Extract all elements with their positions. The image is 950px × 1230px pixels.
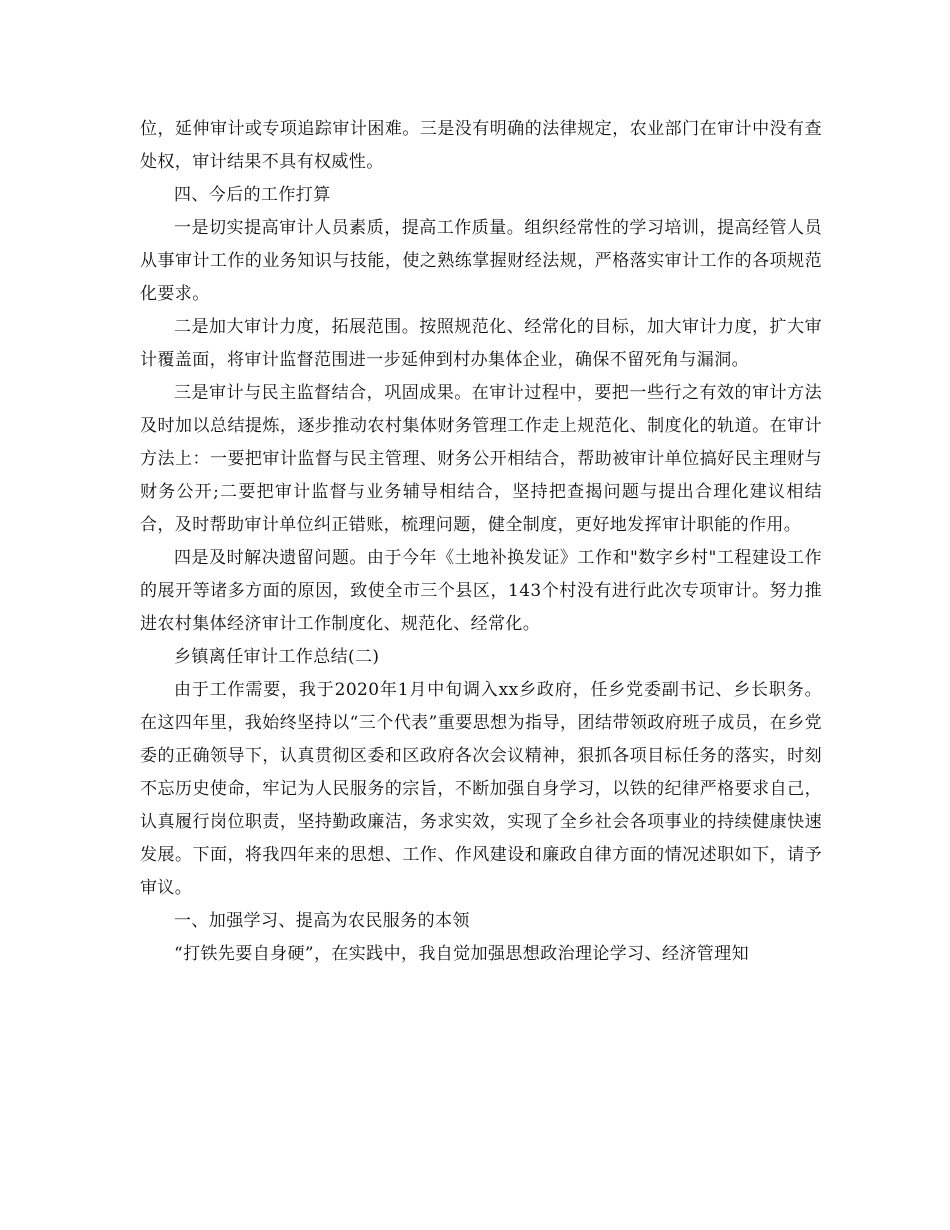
paragraph-legacy-issues: 四是及时解决遗留问题。由于今年《土地补换发证》工作和"数字乡村"工程建设工作的展开等诸多方面的原因，致使全市三个县区，143个村没有进行此次专项审计。努力推进农村集体经济审计工作制度化、规范化、经常化。 bbox=[140, 548, 822, 634]
paragraph-self-discipline: “打铁先要自身硬”，在实践中，我自觉加强思想政治理论学习、经济管理知 bbox=[174, 944, 749, 964]
paragraph-improve-staff-quality: 一是切实提高审计人员素质，提高工作质量。组织经常性的学习培训，提高经管人员从事审计工作的业务知识与技能，使之熟练掌握财经法规，严格落实审计工作的各项规范化要求。 bbox=[140, 218, 822, 304]
paragraph-democratic-supervision: 三是审计与民主监督结合，巩固成果。在审计过程中，要把一些行之有效的审计方法及时加以总结提炼，逐步推动农村集体财务管理工作走上规范化、制度化的轨道。在审计方法上：一要把审计监督与民主管理、财务公开相结合，帮助被审计单位搞好民主理财与财务公开;二要把审计监督与业务辅导相结合，坚持把查揭问题与提出合理化建议相结合，及时帮助审计单位纠正错账，梳理问题，健全制度，更好地发挥审计职能的作用。 bbox=[140, 383, 822, 535]
paragraph-expand-audit-scope: 二是加大审计力度，拓展范围。按照规范化、经常化的目标，加大审计力度，扩大审计覆盖面，将审计监督范围进一步延伸到村办集体企业，确保不留死角与漏洞。 bbox=[140, 317, 822, 370]
section-heading-future-plans: 四、今后的工作打算 bbox=[174, 185, 331, 205]
paragraph-work-report-intro: 由于工作需要，我于2020年1月中旬调入xx乡政府，任乡党委副书记、乡长职务。在这四年里，我始终坚持以“三个代表”重要思想为指导，团结带领政府班子成员，在乡党委的正确领导下，认真贯彻区委和区政府各次会议精神，狠抓各项目标任务的落实，时刻不忘历史使命，牢记为人民服务的宗旨，不断加强自身学习，以铁的纪律严格要求自己，认真履行岗位职责，坚持勤政廉洁，务求实效，实现了全乡社会各项事业的持续健康快速发展。下面，将我四年来的思想、工作、作风建设和廉政自律方面的情况述职如下，请予审议。 bbox=[140, 680, 822, 898]
paragraph-audit-difficulties: 位，延伸审计或专项追踪审计困难。三是没有明确的法律规定，农业部门在审计中没有查处权，审计结果不具有权威性。 bbox=[140, 119, 822, 172]
section-heading-strengthen-learning: 一、加强学习、提高为农民服务的本领 bbox=[174, 911, 470, 931]
section-title-summary-two: 乡镇离任审计工作总结(二) bbox=[174, 647, 380, 667]
